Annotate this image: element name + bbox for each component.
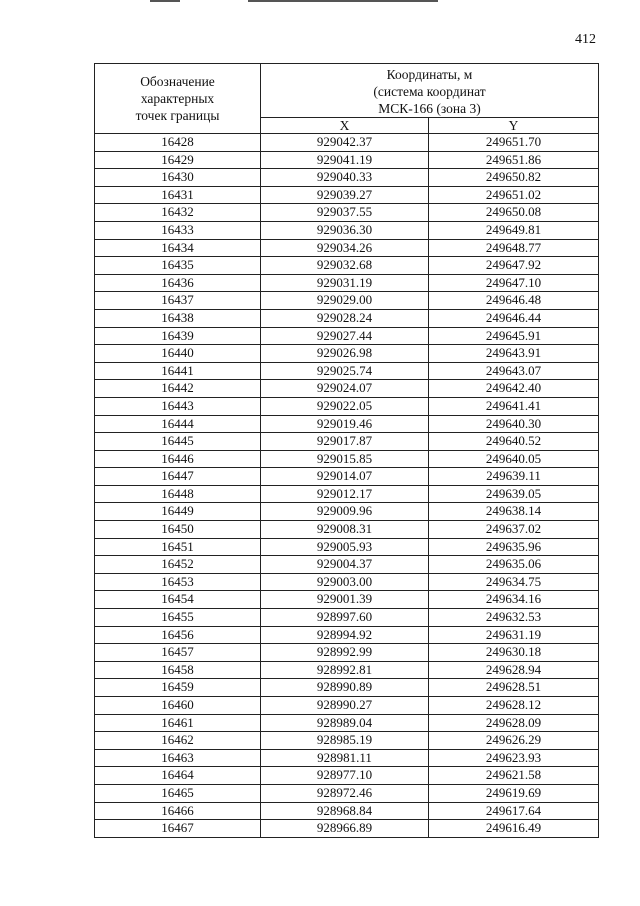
point-id-cell: 16445 bbox=[95, 433, 261, 451]
point-id-cell: 16455 bbox=[95, 609, 261, 627]
y-coordinate-cell: 249619.69 bbox=[429, 784, 599, 802]
point-id-cell: 16464 bbox=[95, 767, 261, 785]
x-coordinate-cell: 928977.10 bbox=[261, 767, 429, 785]
point-id-cell: 16429 bbox=[95, 151, 261, 169]
point-id-cell: 16450 bbox=[95, 521, 261, 539]
y-coordinate-cell: 249647.10 bbox=[429, 274, 599, 292]
table-row bbox=[95, 204, 599, 222]
x-coordinate-cell: 928992.81 bbox=[261, 661, 429, 679]
y-coordinate-cell: 249639.11 bbox=[429, 468, 599, 486]
x-coordinate-cell: 929009.96 bbox=[261, 503, 429, 521]
table-row bbox=[95, 644, 599, 662]
x-coordinate-cell: 929008.31 bbox=[261, 521, 429, 539]
y-coordinate-cell: 249646.48 bbox=[429, 292, 599, 310]
y-coordinate-cell: 249616.49 bbox=[429, 820, 599, 838]
x-coordinate-cell: 928992.99 bbox=[261, 644, 429, 662]
point-id-cell: 16433 bbox=[95, 221, 261, 239]
point-id-cell: 16435 bbox=[95, 257, 261, 275]
y-coordinate-cell: 249628.12 bbox=[429, 697, 599, 715]
table-row bbox=[95, 556, 599, 574]
y-coordinate-cell: 249643.07 bbox=[429, 362, 599, 380]
x-coordinate-cell: 929014.07 bbox=[261, 468, 429, 486]
y-coordinate-cell: 249638.14 bbox=[429, 503, 599, 521]
y-coordinate-cell: 249649.81 bbox=[429, 221, 599, 239]
point-id-cell: 16446 bbox=[95, 450, 261, 468]
table-row bbox=[95, 521, 599, 539]
x-coordinate-cell: 929025.74 bbox=[261, 362, 429, 380]
y-coordinate-cell: 249640.30 bbox=[429, 415, 599, 433]
point-id-cell: 16441 bbox=[95, 362, 261, 380]
point-id-cell: 16465 bbox=[95, 784, 261, 802]
coordinates-header-line: (система координат bbox=[373, 83, 486, 99]
y-coordinate-cell: 249650.82 bbox=[429, 169, 599, 187]
point-id-cell: 16454 bbox=[95, 591, 261, 609]
point-id-cell: 16449 bbox=[95, 503, 261, 521]
table-row bbox=[95, 697, 599, 715]
table-row bbox=[95, 151, 599, 169]
point-designation-line: характерных bbox=[140, 91, 215, 106]
point-id-cell: 16453 bbox=[95, 573, 261, 591]
table-row bbox=[95, 626, 599, 644]
point-id-cell: 16452 bbox=[95, 556, 261, 574]
point-designation-line: Обозначение bbox=[140, 74, 215, 89]
table-row bbox=[95, 345, 599, 363]
table-row bbox=[95, 609, 599, 627]
x-coordinate-cell: 929026.98 bbox=[261, 345, 429, 363]
y-coordinate-cell: 249640.52 bbox=[429, 433, 599, 451]
y-coordinate-cell: 249640.05 bbox=[429, 450, 599, 468]
y-coordinate-cell: 249650.08 bbox=[429, 204, 599, 222]
x-coordinate-cell: 928994.92 bbox=[261, 626, 429, 644]
x-coordinate-cell: 929024.07 bbox=[261, 380, 429, 398]
x-coordinate-cell: 929036.30 bbox=[261, 221, 429, 239]
table-row bbox=[95, 433, 599, 451]
point-id-cell: 16456 bbox=[95, 626, 261, 644]
y-coordinate-cell: 249631.19 bbox=[429, 626, 599, 644]
y-coordinate-cell: 249647.92 bbox=[429, 257, 599, 275]
y-coordinate-cell: 249628.51 bbox=[429, 679, 599, 697]
point-id-cell: 16439 bbox=[95, 327, 261, 345]
y-coordinate-cell: 249632.53 bbox=[429, 609, 599, 627]
point-id-cell: 16457 bbox=[95, 644, 261, 662]
table-row bbox=[95, 749, 599, 767]
y-coordinate-cell: 249642.40 bbox=[429, 380, 599, 398]
point-id-cell: 16460 bbox=[95, 697, 261, 715]
table-row bbox=[95, 732, 599, 750]
x-coordinate-cell: 929027.44 bbox=[261, 327, 429, 345]
table-row bbox=[95, 468, 599, 486]
point-id-cell: 16443 bbox=[95, 397, 261, 415]
top-edge-line-right bbox=[248, 0, 438, 2]
table-row bbox=[95, 327, 599, 345]
x-coordinate-cell: 929032.68 bbox=[261, 257, 429, 275]
y-coordinate-cell: 249639.05 bbox=[429, 485, 599, 503]
table-row bbox=[95, 503, 599, 521]
y-coordinate-cell: 249651.86 bbox=[429, 151, 599, 169]
y-coordinate-cell: 249617.64 bbox=[429, 802, 599, 820]
y-coordinate-cell: 249651.02 bbox=[429, 186, 599, 204]
point-id-cell: 16448 bbox=[95, 485, 261, 503]
x-coordinate-cell: 929040.33 bbox=[261, 169, 429, 187]
point-id-cell: 16437 bbox=[95, 292, 261, 310]
y-coordinate-cell: 249623.93 bbox=[429, 749, 599, 767]
table-body bbox=[95, 134, 599, 838]
x-coordinate-cell: 929004.37 bbox=[261, 556, 429, 574]
x-coordinate-cell: 929034.26 bbox=[261, 239, 429, 257]
point-designation-line: точек границы bbox=[135, 108, 220, 123]
table-row bbox=[95, 820, 599, 838]
table-row bbox=[95, 239, 599, 257]
y-coordinate-cell: 249635.06 bbox=[429, 556, 599, 574]
point-id-cell: 16432 bbox=[95, 204, 261, 222]
table-row bbox=[95, 169, 599, 187]
y-coordinate-cell: 249641.41 bbox=[429, 397, 599, 415]
table-row bbox=[95, 274, 599, 292]
x-coordinate-cell: 929019.46 bbox=[261, 415, 429, 433]
point-id-cell: 16467 bbox=[95, 820, 261, 838]
point-id-cell: 16459 bbox=[95, 679, 261, 697]
point-id-cell: 16438 bbox=[95, 309, 261, 327]
x-coordinate-cell: 928990.27 bbox=[261, 697, 429, 715]
point-id-cell: 16462 bbox=[95, 732, 261, 750]
y-coordinate-cell: 249626.29 bbox=[429, 732, 599, 750]
point-id-cell: 16447 bbox=[95, 468, 261, 486]
point-id-cell: 16440 bbox=[95, 345, 261, 363]
page-number: 412 bbox=[575, 32, 596, 47]
point-id-cell: 16436 bbox=[95, 274, 261, 292]
table-row bbox=[95, 415, 599, 433]
table-row bbox=[95, 186, 599, 204]
point-id-cell: 16451 bbox=[95, 538, 261, 556]
top-edge-line-left bbox=[150, 0, 180, 2]
y-coordinate-cell: 249637.02 bbox=[429, 521, 599, 539]
table-row bbox=[95, 134, 599, 152]
x-coordinate-cell: 928989.04 bbox=[261, 714, 429, 732]
table-row bbox=[95, 784, 599, 802]
x-column-header: X bbox=[261, 118, 429, 134]
table-row bbox=[95, 309, 599, 327]
x-coordinate-cell: 929029.00 bbox=[261, 292, 429, 310]
x-coordinate-cell: 929028.24 bbox=[261, 309, 429, 327]
x-coordinate-cell: 928972.46 bbox=[261, 784, 429, 802]
y-coordinate-cell: 249634.75 bbox=[429, 573, 599, 591]
y-coordinate-cell: 249646.44 bbox=[429, 309, 599, 327]
y-coordinate-cell: 249634.16 bbox=[429, 591, 599, 609]
coordinates-table bbox=[94, 63, 599, 838]
point-id-cell: 16428 bbox=[95, 134, 261, 152]
table-row bbox=[95, 661, 599, 679]
point-id-cell: 16434 bbox=[95, 239, 261, 257]
x-coordinate-cell: 929003.00 bbox=[261, 573, 429, 591]
x-coordinate-cell: 928990.89 bbox=[261, 679, 429, 697]
y-coordinate-cell: 249621.58 bbox=[429, 767, 599, 785]
y-coordinate-cell: 249635.96 bbox=[429, 538, 599, 556]
x-coordinate-cell: 929041.19 bbox=[261, 151, 429, 169]
table-row bbox=[95, 221, 599, 239]
point-designation-header bbox=[95, 64, 261, 134]
y-coordinate-cell: 249645.91 bbox=[429, 327, 599, 345]
y-coordinate-cell: 249628.94 bbox=[429, 661, 599, 679]
table-row bbox=[95, 397, 599, 415]
x-coordinate-cell: 928981.11 bbox=[261, 749, 429, 767]
table-row bbox=[95, 257, 599, 275]
point-id-cell: 16466 bbox=[95, 802, 261, 820]
point-id-cell: 16463 bbox=[95, 749, 261, 767]
x-coordinate-cell: 929022.05 bbox=[261, 397, 429, 415]
table-row bbox=[95, 767, 599, 785]
y-coordinate-cell: 249628.09 bbox=[429, 714, 599, 732]
table-row bbox=[95, 292, 599, 310]
x-coordinate-cell: 929005.93 bbox=[261, 538, 429, 556]
x-coordinate-cell: 929017.87 bbox=[261, 433, 429, 451]
y-coordinate-cell: 249648.77 bbox=[429, 239, 599, 257]
x-coordinate-cell: 929001.39 bbox=[261, 591, 429, 609]
y-coordinate-cell: 249651.70 bbox=[429, 134, 599, 152]
x-coordinate-cell: 929039.27 bbox=[261, 186, 429, 204]
x-coordinate-cell: 928968.84 bbox=[261, 802, 429, 820]
coordinates-header-line: Координаты, м bbox=[386, 66, 473, 82]
x-coordinate-cell: 929042.37 bbox=[261, 134, 429, 152]
x-coordinate-cell: 928997.60 bbox=[261, 609, 429, 627]
y-coordinate-cell: 249643.91 bbox=[429, 345, 599, 363]
x-coordinate-cell: 928985.19 bbox=[261, 732, 429, 750]
table-row bbox=[95, 679, 599, 697]
table-row bbox=[95, 573, 599, 591]
table-row bbox=[95, 362, 599, 380]
coordinates-header-line: МСК-166 (зона 3) bbox=[378, 100, 481, 116]
x-coordinate-cell: 929015.85 bbox=[261, 450, 429, 468]
x-coordinate-cell: 929012.17 bbox=[261, 485, 429, 503]
point-id-cell: 16458 bbox=[95, 661, 261, 679]
point-id-cell: 16431 bbox=[95, 186, 261, 204]
point-id-cell: 16461 bbox=[95, 714, 261, 732]
table-row bbox=[95, 714, 599, 732]
x-coordinate-cell: 928966.89 bbox=[261, 820, 429, 838]
table-row bbox=[95, 802, 599, 820]
point-id-cell: 16442 bbox=[95, 380, 261, 398]
table-row bbox=[95, 380, 599, 398]
point-id-cell: 16430 bbox=[95, 169, 261, 187]
x-coordinate-cell: 929037.55 bbox=[261, 204, 429, 222]
table-row bbox=[95, 538, 599, 556]
x-coordinate-cell: 929031.19 bbox=[261, 274, 429, 292]
point-id-cell: 16444 bbox=[95, 415, 261, 433]
coordinates-header bbox=[261, 64, 599, 118]
table-row bbox=[95, 591, 599, 609]
y-column-header: Y bbox=[429, 118, 599, 134]
table-row bbox=[95, 485, 599, 503]
y-coordinate-cell: 249630.18 bbox=[429, 644, 599, 662]
table-row bbox=[95, 450, 599, 468]
